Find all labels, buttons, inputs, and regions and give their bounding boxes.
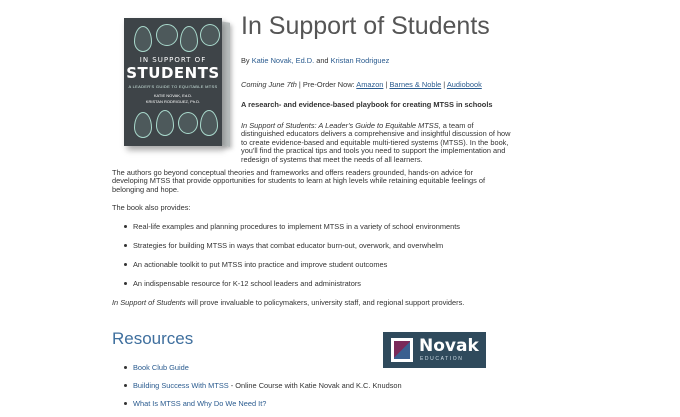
what-is-mtss-link[interactable]: What Is MTSS and Why Do We Need It?: [133, 399, 267, 408]
list-item: An actionable toolkit to put MTSS into practice and improve student outcomes: [112, 260, 460, 279]
cover-title-line2: STUDENTS: [126, 64, 220, 82]
resource-item-what-is-mtss: [112, 399, 402, 417]
provides-list: [112, 222, 460, 298]
resource-item-book-club: [112, 363, 402, 381]
barnes-noble-link[interactable]: Barnes & Noble: [389, 80, 442, 89]
cover-subtitle: A LEADER'S GUIDE TO EQUITABLE MTSS: [128, 84, 218, 89]
amazon-link[interactable]: Amazon: [356, 80, 384, 89]
resources-heading: Resources: [112, 329, 194, 348]
building-success-link[interactable]: Building Success With MTSS: [133, 381, 229, 390]
cover-title-line1: IN SUPPORT OF: [139, 56, 207, 64]
intro-paragraph: In Support of Students: A Leader's Guide to Equitable MTSS, a team of distinguished educators delivers a comprehensive and insightful discussion of how to create evidence-based and equitable multi-tiered systems (MTSS). In the book, you'll find the practical tips and tools you need to support the implementation and redesign of systems that meet the needs of all learners.: [241, 121, 511, 164]
logo-subtitle: EDUCATION: [420, 356, 464, 362]
list-item: Real-life examples and planning procedures to implement MTSS in a variety of school environments: [112, 222, 460, 241]
provides-label: The book also provides:: [112, 203, 191, 212]
byline: By Katie Novak, Ed.D. and Kristan Rodriguez: [241, 56, 390, 65]
audiobook-link[interactable]: Audiobook: [446, 80, 482, 89]
book-cover-image: [120, 16, 228, 148]
cover-authors: KATIE NOVAK, Ed.D. KRISTAN RODRIGUEZ, Ph.D.: [145, 93, 201, 104]
list-item: Strategies for building MTSS in ways that combat educator burn-out, overwork, and overwhelm: [112, 241, 460, 260]
page-title: In Support of Students: [241, 12, 490, 40]
leaf-illustration-top: [132, 24, 216, 54]
resource-item-mtss-course: Building Success With MTSS - Online Course with Katie Novak and K.C. Knudson: [112, 381, 402, 399]
preorder-line: Coming June 7th | Pre-Order Now: Amazon | Barnes & Noble | Audiobook: [241, 80, 482, 89]
novak-n-icon: [391, 338, 413, 362]
tagline: A research- and evidence-based playbook for creating MTSS in schools: [241, 100, 493, 109]
book-club-guide-link[interactable]: Book Club Guide: [133, 363, 189, 372]
book-cover: [124, 18, 222, 146]
logo-name: Novak: [419, 336, 479, 356]
list-item: An indispensable resource for K-12 school leaders and administrators: [112, 279, 460, 298]
closing-paragraph: In Support of Students will prove invaluable to policymakers, university staff, and regional support providers.: [112, 298, 465, 307]
author-link-katie-novak[interactable]: Katie Novak, Ed.D.: [251, 56, 315, 65]
leaf-illustration-bottom: [132, 110, 216, 140]
author-link-kristan-rodriguez[interactable]: Kristan Rodriguez: [330, 56, 390, 65]
description-paragraph: The authors go beyond conceptual theories and frameworks and offers readers grounded, hands-on advice for developing MTSS that provide opportunities for students to learn at high levels while retaining equitable feelings of belonging and hope.: [112, 168, 486, 194]
resources-list: [112, 363, 402, 417]
